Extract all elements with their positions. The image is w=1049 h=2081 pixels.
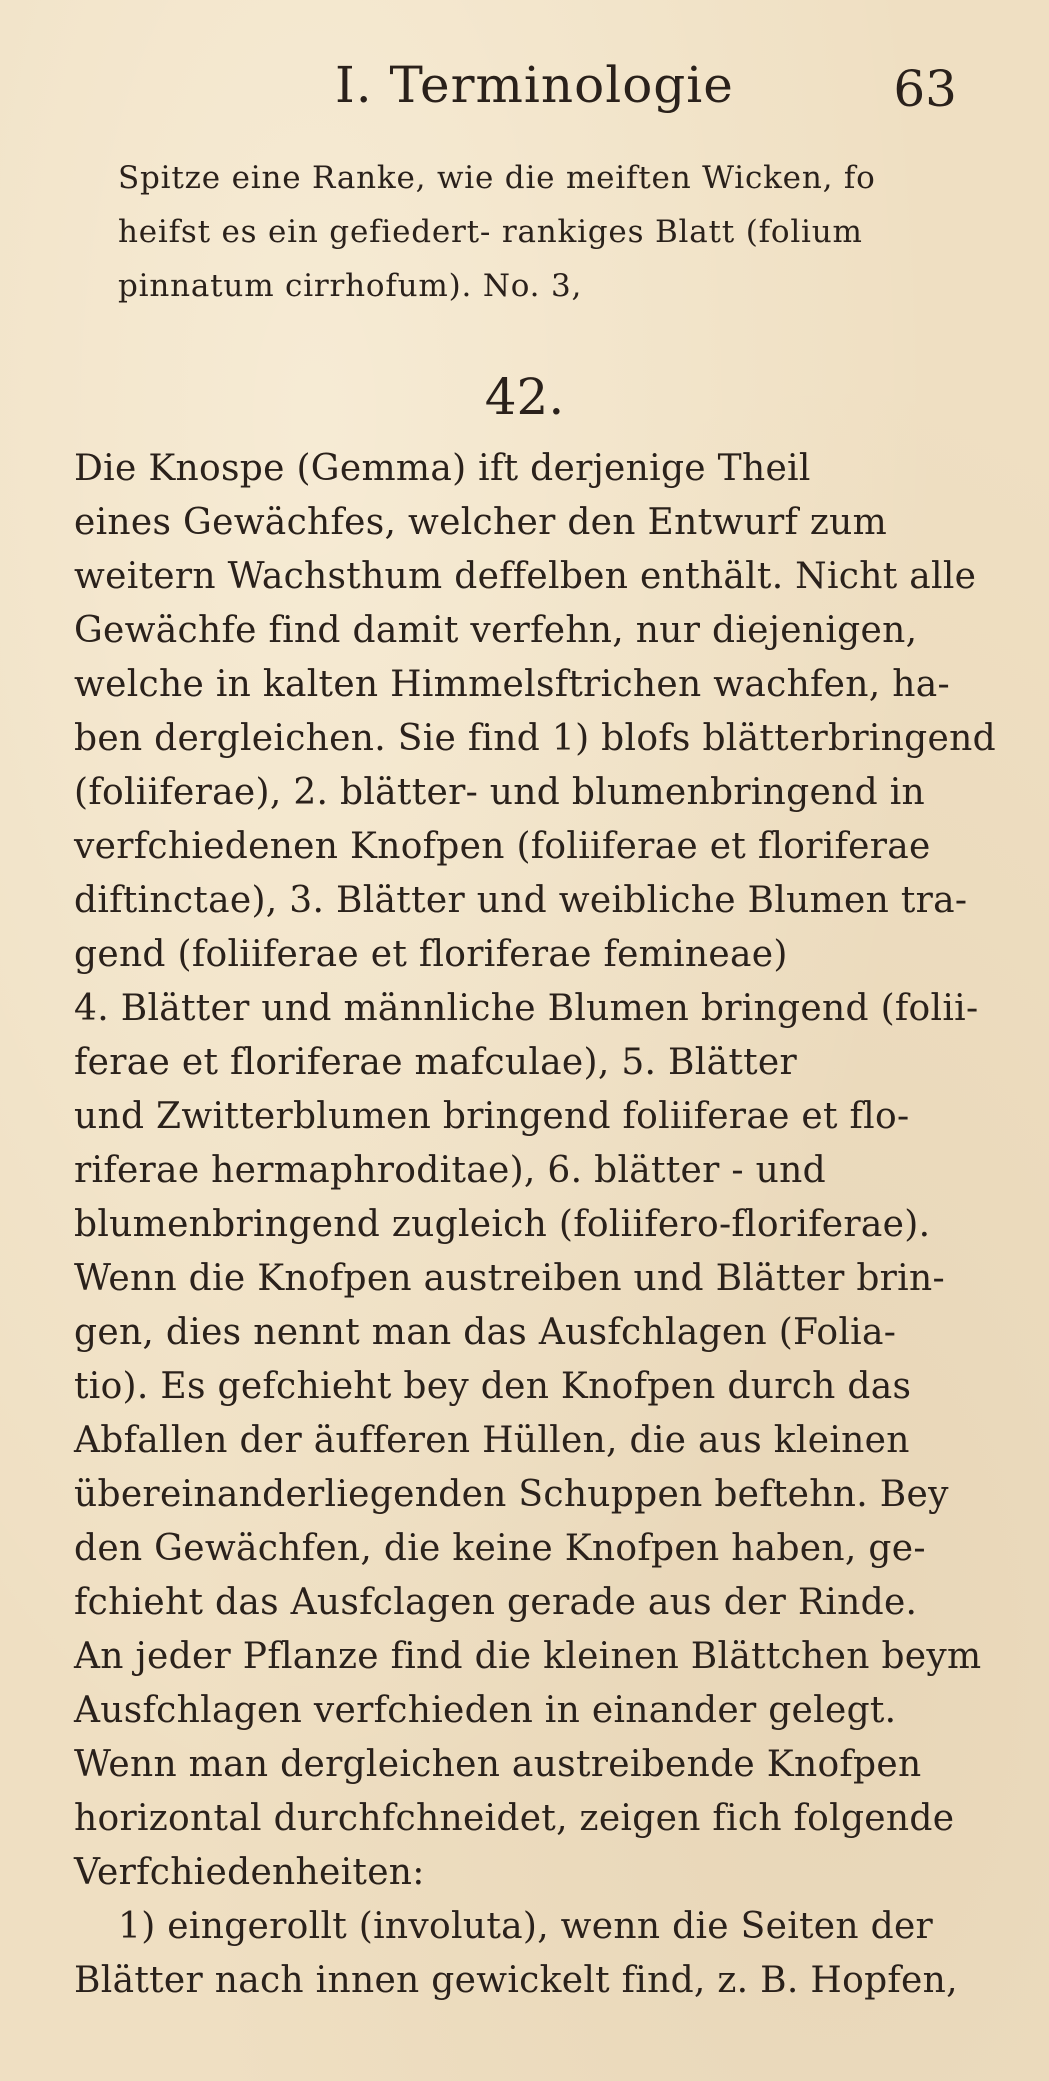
text-line: horizontal durchfchneidet, zeigen fich folgende (74, 1798, 955, 1839)
text-line: eines Gewächfes, welcher den Entwurf zum (74, 502, 888, 543)
text-line: gend (foliiferae et floriferae femineae) (74, 934, 788, 975)
text-line: riferae hermaphroditae), 6. blätter - und (74, 1150, 826, 1191)
text-line: Gewächfe find damit verfehn, nur diejenigen, (74, 610, 918, 651)
text-line: 1) eingerollt (involuta), wenn die Seiten der (118, 1906, 934, 1947)
text-line: verfchiedenen Knofpen (foliiferae et floriferae (74, 826, 931, 867)
text-line: blumenbringend zugleich (foliifero-floriferae). (74, 1204, 931, 1245)
text-line: ferae et floriferae mafculae), 5. Blätter (74, 1042, 798, 1083)
text-line: Blätter nach innen gewickelt find, z. B. Hopfen, (74, 1960, 958, 2001)
text-line: Wenn man dergleichen austreibende Knofpen (74, 1744, 922, 1785)
text-line: Ausfchlagen verfchieden in einander gelegt. (74, 1690, 897, 1731)
text-line: weitern Wachsthum deffelben enthält. Nicht alle (74, 556, 977, 597)
text-line: heifst es ein gefiedert- rankiges Blatt (folium (118, 214, 863, 250)
text-line: welche in kalten Himmelsftrichen wachfen, ha- (74, 664, 950, 705)
text-line: übereinanderliegenden Schuppen beftehn. Bey (74, 1474, 949, 1515)
text-line: An jeder Pflanze find die kleinen Blättchen beym (74, 1636, 982, 1677)
text-line: den Gewächfen, die keine Knofpen haben, ge- (74, 1528, 926, 1569)
text-line: Die Knospe (Gemma) ift derjenige Theil (74, 448, 811, 489)
text-line: Abfallen der äufferen Hüllen, die aus kleinen (74, 1420, 910, 1461)
running-header (0, 50, 1049, 130)
text-line: fchieht das Ausfclagen gerade aus der Rinde. (74, 1582, 918, 1623)
section-number: 42. (484, 368, 565, 426)
text-line: Verfchiedenheiten: (74, 1852, 425, 1893)
text-line: gen, dies nennt man das Ausfchlagen (Folia- (74, 1312, 897, 1353)
text-line: ben dergleichen. Sie find 1) blofs blätterbringend (74, 718, 996, 759)
text-line: und Zwitterblumen bringend foliiferae et flo- (74, 1096, 910, 1137)
text-line: Wenn die Knofpen austreiben und Blätter brin- (74, 1258, 945, 1299)
text-line: pinnatum cirrhofum). No. 3, (118, 268, 583, 304)
page-number: 63 (893, 60, 957, 118)
text-line: (foliiferae), 2. blätter- und blumenbringend in (74, 772, 925, 813)
text-line: tio). Es gefchieht bey den Knofpen durch das (74, 1366, 912, 1407)
text-line: diftinctae), 3. Blätter und weibliche Blumen tra- (74, 880, 968, 921)
text-line: Spitze eine Ranke, wie die meiften Wicken, fo (118, 160, 876, 196)
text-line: 4. Blätter und männliche Blumen bringend (folii- (74, 988, 979, 1029)
chapter-title: I. Terminologie (335, 56, 734, 114)
